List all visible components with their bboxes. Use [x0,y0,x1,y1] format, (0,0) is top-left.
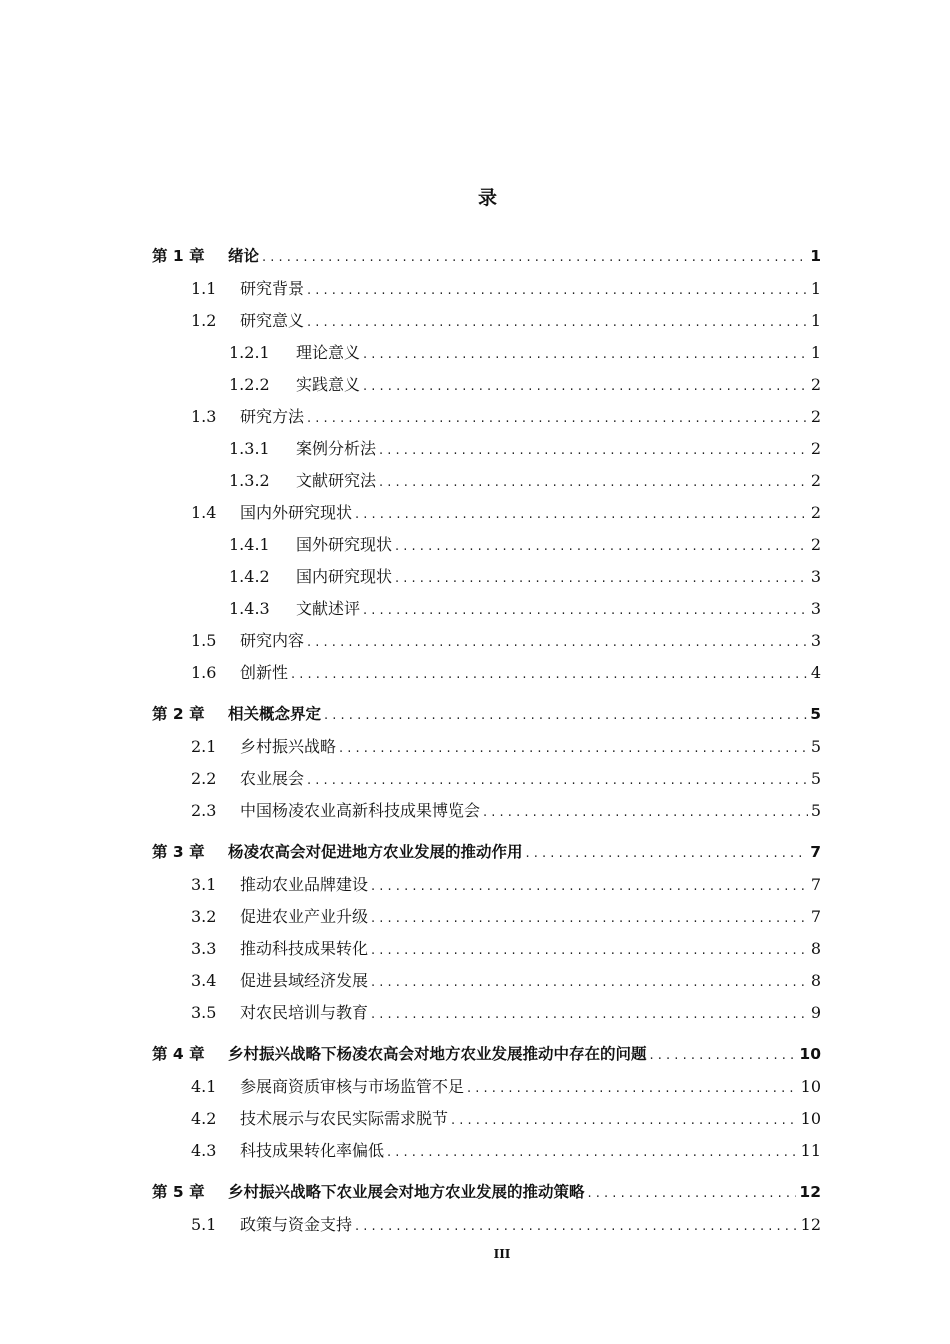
entry-number: 1.3.2 [229,471,270,490]
entry-page: 5 [810,705,821,723]
toc-entry[interactable] [229,340,821,370]
entry-page: 5 [810,769,821,788]
dot-leader [379,443,808,458]
toc-entry[interactable] [229,532,821,562]
entry-page: 10 [800,1109,821,1128]
entry-title: 推动农业品牌建设 [240,875,369,894]
entry-title: 国内研究现状 [296,567,393,586]
entry-title: 国内外研究现状 [240,503,353,522]
dot-leader [363,347,808,362]
dot-leader [363,603,808,618]
entry-number: 4.3 [191,1141,217,1160]
entry-page: 1 [810,311,821,330]
toc-entry[interactable] [152,1180,821,1210]
dot-leader [307,773,808,788]
toc-entry[interactable] [191,798,821,828]
entry-number: 5.1 [191,1215,217,1234]
entry-number: 2.3 [191,801,217,820]
entry-title: 促进县域经济发展 [240,971,369,990]
entry-number: 3.5 [191,1003,217,1022]
entry-title: 研究方法 [240,407,305,426]
entry-page: 2 [810,439,821,458]
dot-leader [526,846,808,861]
dot-leader [339,741,808,756]
entry-page: 2 [810,503,821,522]
toc-entry[interactable] [152,244,821,274]
dot-leader [451,1113,798,1128]
entry-page: 8 [810,971,821,990]
toc-entry[interactable] [191,1138,821,1168]
entry-page: 10 [800,1077,821,1096]
entry-number: 1.1 [191,279,217,298]
entry-title: 研究内容 [240,631,305,650]
entry-page: 3 [810,567,821,586]
dot-leader [379,475,808,490]
entry-page: 2 [810,407,821,426]
entry-number: 1.2 [191,311,217,330]
entry-title: 乡村振兴战略 [240,737,337,756]
toc-entry[interactable] [191,1106,821,1136]
entry-number: 第 5 章 [152,1183,205,1201]
entry-page: 1 [810,343,821,362]
dot-leader [307,635,808,650]
entry-page: 2 [810,375,821,394]
entry-number: 1.4.3 [229,599,270,618]
dot-leader [291,667,808,682]
dot-leader [483,805,808,820]
entry-number: 2.2 [191,769,217,788]
entry-number: 1.4 [191,503,217,522]
entry-page: 3 [810,599,821,618]
entry-page: 10 [799,1045,821,1063]
toc-entry[interactable] [191,734,821,764]
dot-leader [650,1048,797,1063]
dot-leader [371,1007,808,1022]
toc-entry[interactable] [191,766,821,796]
dot-leader [324,708,807,723]
entry-number: 1.4.1 [229,535,270,554]
toc-entry[interactable] [229,436,821,466]
entry-title: 研究背景 [240,279,305,298]
entry-title: 科技成果转化率偏低 [240,1141,385,1160]
entry-number: 4.2 [191,1109,217,1128]
toc-entry[interactable] [191,276,821,306]
toc-entry[interactable] [191,904,821,934]
entry-title: 研究意义 [240,311,305,330]
entry-page: 12 [799,1183,821,1201]
dot-leader [588,1186,797,1201]
entry-page: 7 [810,843,821,861]
toc-entry[interactable] [191,1000,821,1030]
entry-number: 3.2 [191,907,217,926]
entry-number: 3.3 [191,939,217,958]
dot-leader [395,571,808,586]
entry-number: 1.3 [191,407,217,426]
toc-heading: 录 [477,187,497,209]
entry-number: 4.1 [191,1077,217,1096]
entry-number: 第 4 章 [152,1045,205,1063]
entry-title: 对农民培训与教育 [240,1003,369,1022]
dot-leader [355,1219,798,1234]
entry-number: 第 1 章 [152,247,205,265]
toc-entry[interactable] [152,702,821,732]
entry-title: 政策与资金支持 [240,1215,353,1234]
entry-title: 促进农业产业升级 [240,907,369,926]
entry-number: 第 2 章 [152,705,205,723]
entry-page: 7 [810,907,821,926]
toc-entry[interactable] [191,404,821,434]
entry-title: 绪论 [228,247,260,265]
toc-entry[interactable] [191,660,821,690]
entry-page: 4 [810,663,821,682]
entry-page: 5 [810,737,821,756]
entry-title: 创新性 [240,663,289,682]
entry-number: 1.4.2 [229,567,270,586]
entry-number: 1.5 [191,631,217,650]
toc-entry[interactable] [191,936,821,966]
toc-entry[interactable] [152,840,821,870]
entry-page: 1 [810,279,821,298]
dot-leader [307,411,808,426]
toc-entry[interactable] [229,564,821,594]
toc-entry[interactable] [229,468,821,498]
toc-entry[interactable] [191,1212,821,1242]
dot-leader [355,507,808,522]
dot-leader [395,539,808,554]
toc-entry[interactable] [229,372,821,402]
entry-title: 中国杨凌农业高新科技成果博览会 [240,801,481,820]
entry-title: 技术展示与农民实际需求脱节 [240,1109,449,1128]
toc-entry[interactable] [191,500,821,530]
dot-leader [371,975,808,990]
entry-title: 理论意义 [296,343,361,362]
entry-number: 1.2.2 [229,375,270,394]
entry-title: 杨凌农高会对促进地方农业发展的推动作用 [228,843,523,861]
entry-page: 1 [810,247,821,265]
entry-title: 实践意义 [296,375,361,394]
entry-title: 参展商资质审核与市场监管不足 [240,1077,465,1096]
entry-number: 第 3 章 [152,843,205,861]
entry-title: 乡村振兴战略下杨凌农高会对地方农业发展推动中存在的问题 [228,1045,647,1063]
entry-title: 文献述评 [296,599,361,618]
entry-number: 3.4 [191,971,217,990]
dot-leader [363,379,808,394]
page-number: III [493,1247,511,1261]
entry-title: 乡村振兴战略下农业展会对地方农业发展的推动策略 [228,1183,585,1201]
toc-entry[interactable] [191,872,821,902]
entry-page: 2 [810,471,821,490]
dot-leader [387,1145,798,1160]
entry-number: 1.3.1 [229,439,270,458]
toc-entry[interactable] [191,628,821,658]
entry-page: 12 [800,1215,821,1234]
dot-leader [371,911,808,926]
entry-page: 5 [810,801,821,820]
toc-entry[interactable] [191,308,821,338]
dot-leader [371,943,808,958]
dot-leader [307,283,808,298]
entry-page: 7 [810,875,821,894]
dot-leader [467,1081,798,1096]
entry-page: 11 [800,1141,821,1160]
entry-page: 9 [810,1003,821,1022]
entry-number: 1.2.1 [229,343,270,362]
toc-entry[interactable] [191,968,821,998]
entry-number: 3.1 [191,875,217,894]
dot-leader [307,315,808,330]
toc-entry[interactable] [152,1042,821,1072]
entry-number: 2.1 [191,737,217,756]
entry-title: 相关概念界定 [228,705,322,723]
entry-title: 文献研究法 [296,471,377,490]
entry-page: 8 [810,939,821,958]
entry-title: 国外研究现状 [296,535,393,554]
dot-leader [262,250,807,265]
entry-title: 案例分析法 [296,439,377,458]
entry-page: 3 [810,631,821,650]
entry-title: 推动科技成果转化 [240,939,369,958]
entry-title: 农业展会 [240,769,305,788]
toc-entry[interactable] [191,1074,821,1104]
entry-page: 2 [810,535,821,554]
dot-leader [371,879,808,894]
toc-entry[interactable] [229,596,821,626]
entry-number: 1.6 [191,663,217,682]
